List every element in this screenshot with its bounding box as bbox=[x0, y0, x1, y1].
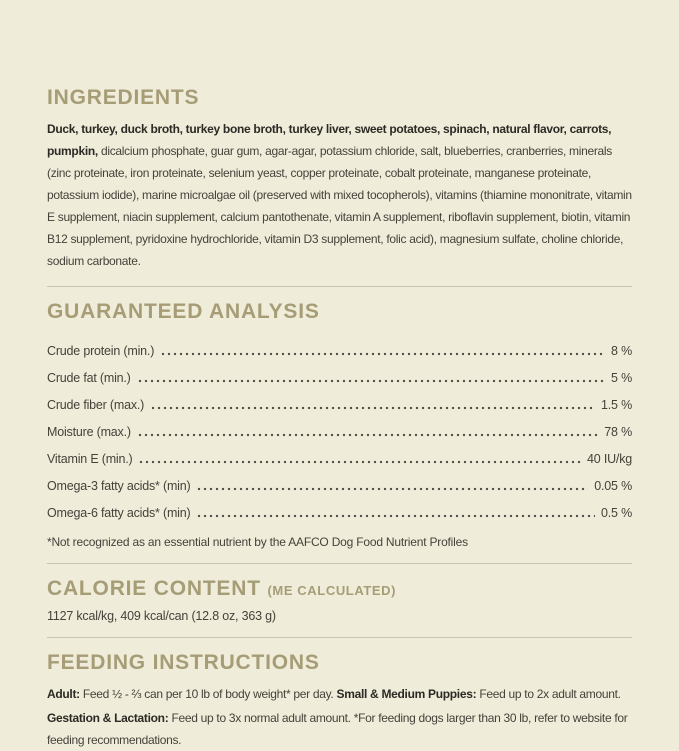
calorie-content-heading bbox=[47, 577, 632, 600]
analysis-row-crude-fiber bbox=[47, 386, 632, 413]
analysis-row-omega-3 bbox=[47, 467, 632, 494]
feeding-instructions-heading: FEEDING INSTRUCTIONS bbox=[47, 651, 320, 675]
feeding-adult-label: Adult: bbox=[47, 687, 80, 702]
analysis-value: 0.05 % bbox=[594, 478, 632, 493]
analysis-label: Omega-6 fatty acids* (min) bbox=[47, 505, 191, 520]
feeding-gestation-text: Feed up to 3x normal adult amount. *For feeding dogs larger than 30 lb, refer to website for feeding recommendations. bbox=[47, 711, 628, 748]
aafco-footnote: *Not recognized as an essential nutrient by the AAFCO Dog Food Nutrient Profiles bbox=[47, 535, 468, 550]
calorie-content-heading-note: (ME CALCULATED) bbox=[267, 583, 397, 599]
section-divider bbox=[47, 637, 632, 638]
analysis-value: 8 % bbox=[611, 343, 632, 358]
analysis-label: Omega-3 fatty acids* (min) bbox=[47, 478, 191, 493]
analysis-label: Crude fiber (max.) bbox=[47, 397, 145, 412]
ingredients-primary-text: Duck, turkey, duck broth, turkey bone broth, turkey liver, sweet potatoes, spinach, natural flavor, carrots, pumpkin, bbox=[47, 122, 612, 159]
analysis-value: 78 % bbox=[604, 424, 632, 439]
guaranteed-analysis-heading: GUARANTEED ANALYSIS bbox=[47, 300, 320, 324]
ingredients-section bbox=[47, 86, 632, 272]
analysis-row-crude-protein bbox=[47, 332, 632, 359]
feeding-instructions-line-1 bbox=[47, 683, 632, 705]
calorie-values: 1127 kcal/kg, 409 kcal/can (12.8 oz, 363 g) bbox=[47, 609, 276, 624]
analysis-row-crude-fat bbox=[47, 359, 632, 386]
calorie-content-heading-text: CALORIE CONTENT bbox=[47, 577, 261, 601]
feeding-adult-text: Feed ½ - ⅔ can per 10 lb of body weight* per day. bbox=[79, 687, 337, 702]
analysis-label: Crude protein (min.) bbox=[47, 343, 155, 358]
ingredients-heading: INGREDIENTS bbox=[47, 86, 200, 109]
dot-leader bbox=[196, 514, 595, 518]
dot-leader bbox=[137, 433, 598, 437]
analysis-value: 5 % bbox=[611, 370, 632, 385]
feeding-instructions-section bbox=[47, 651, 632, 751]
section-divider bbox=[47, 286, 632, 287]
analysis-label: Vitamin E (min.) bbox=[47, 451, 133, 466]
guaranteed-analysis-table bbox=[47, 332, 632, 521]
feeding-puppies-label: Small & Medium Puppies: bbox=[336, 687, 477, 702]
analysis-value: 0.5 % bbox=[601, 505, 632, 520]
dot-leader bbox=[150, 406, 595, 410]
dot-leader bbox=[160, 352, 605, 356]
analysis-label: Moisture (max.) bbox=[47, 424, 131, 439]
dot-leader bbox=[137, 379, 605, 383]
guaranteed-analysis-section bbox=[47, 300, 632, 549]
calorie-content-section bbox=[47, 577, 632, 623]
analysis-value: 40 IU/kg bbox=[587, 451, 632, 466]
analysis-row-moisture bbox=[47, 413, 632, 440]
ingredients-secondary-text: dicalcium phosphate, guar gum, agar-agar, potassium chloride, salt, blueberries, cranberries, minerals (zinc proteinate, iron proteinate, selenium yeast, copper proteinate, cobalt proteinate, manganese proteinate, potassium iodide), marine microalgae oil (preserved with mixed tocopherols), vitamins (thiamine mononitrate, vitamin E supplement, niacin supplement, calcium pantothenate, vitamin A supplement, riboflavin supplement, biotin, vitamin B12 supplement, pyridoxine hydrochloride, vitamin D3 supplement, folic acid), magnesium sulfate, choline chloride, sodium carbonate. bbox=[47, 144, 632, 269]
feeding-instructions-line-2 bbox=[47, 707, 632, 751]
feeding-gestation-label: Gestation & Lactation: bbox=[47, 711, 169, 726]
section-divider bbox=[47, 563, 632, 564]
analysis-row-omega-6 bbox=[47, 494, 632, 521]
analysis-row-vitamin-e bbox=[47, 440, 632, 467]
dot-leader bbox=[138, 460, 581, 464]
ingredients-paragraph bbox=[47, 118, 632, 272]
dot-leader bbox=[196, 487, 588, 491]
analysis-label: Crude fat (min.) bbox=[47, 370, 131, 385]
feeding-puppies-text: Feed up to 2x adult amount. bbox=[476, 687, 621, 702]
analysis-value: 1.5 % bbox=[601, 397, 632, 412]
